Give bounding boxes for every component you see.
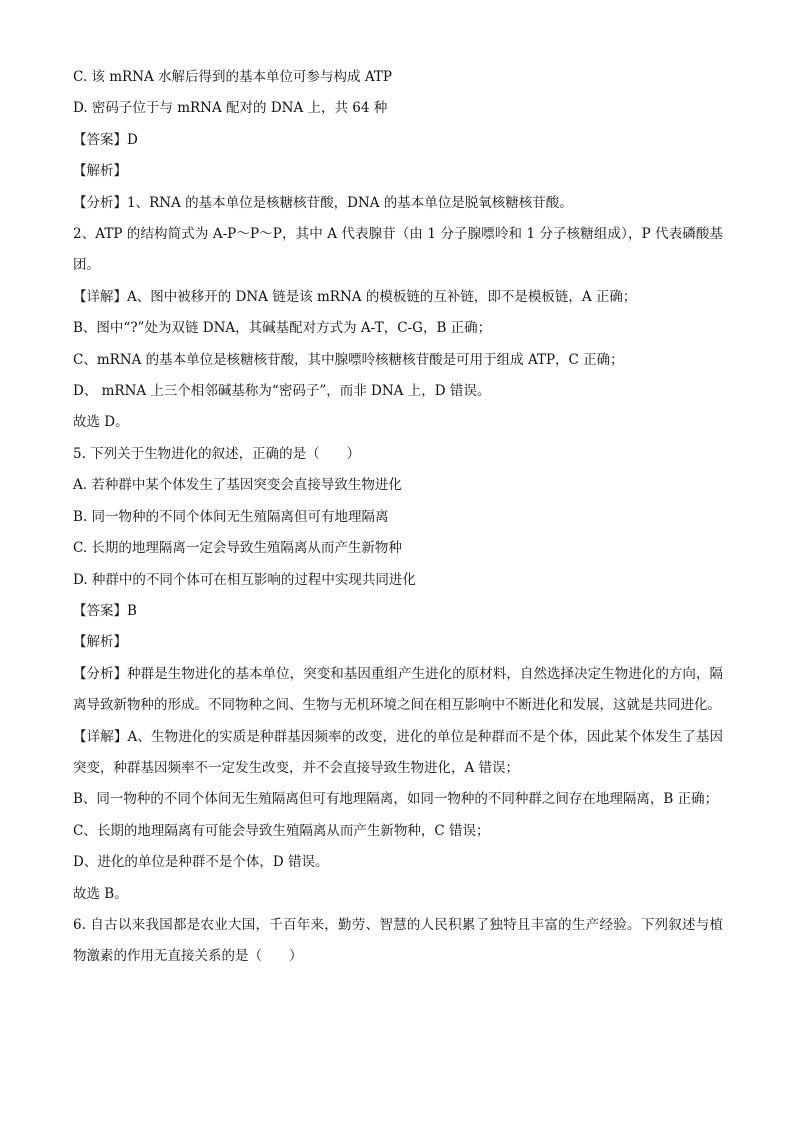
question-6-stem: 6. 自古以来我国都是农业大国，千百年来，勤劳、智慧的人民积累了独特且丰富的生产经验。下列叙述与植物激素的作用无直接关系的是（ ） bbox=[73, 916, 723, 965]
detail-d-q5: D、进化的单位是种群不是个体，D 错误。 bbox=[73, 854, 329, 871]
detail-b-q4: B、图中“?”处为双链 DNA，其碱基配对方式为 A-T，C-G，B 正确； bbox=[73, 320, 492, 337]
detail-c-q4: C、mRNA 的基本单位是核糖核苷酸，其中腺嘌呤核糖核苷酸是可用于组成 ATP，C 正确； bbox=[73, 351, 624, 368]
analysis-q5: 【分析】种群是生物进化的基本单位，突变和基因重组产生进化的原材料，自然选择决定生物进化的方向，隔离导致新物种的形成。不同物种之间、生物与无机环境之间在相互影响中不断进化和发展，这就是共同进化。 bbox=[73, 665, 723, 714]
detail-b-q5: B、同一物种的不同个体间无生殖隔离但可有地理隔离，如同一物种的不同种群之间存在地理隔离，B 正确； bbox=[73, 791, 719, 808]
detail-d-q4: D、 mRNA 上三个相邻碱基称为“密码子”，而非 DNA 上，D 错误。 bbox=[73, 383, 491, 400]
option-d-q5: D. 种群中的不同个体可在相互影响的过程中实现共同进化 bbox=[73, 571, 416, 588]
option-d-q4: D. 密码子位于与 mRNA 配对的 DNA 上，共 64 种 bbox=[73, 100, 388, 117]
analysis-point-1-q4: 【分析】1、RNA 的基本单位是核糖核苷酸，DNA 的基本单位是脱氧核糖核苷酸。 bbox=[73, 194, 573, 211]
detail-a-q4: 【详解】A、图中被移开的 DNA 链是该 mRNA 的模板链的互补链，即不是模板链，A 正确； bbox=[73, 288, 637, 305]
option-c-q5: C. 长期的地理隔离一定会导致生殖隔离从而产生新物种 bbox=[73, 540, 402, 557]
option-c-q4: C. 该 mRNA 水解后得到的基本单位可参与构成 ATP bbox=[73, 69, 392, 85]
answer-q5: 【答案】B bbox=[73, 602, 137, 619]
conclusion-q5: 故选 B。 bbox=[73, 885, 128, 902]
detail-a-q5: 【详解】A、生物进化的实质是种群基因频率的改变，进化的单位是种群而不是个体，因此某个体发生了基因突变，种群基因频率不一定发生改变，并不会直接导致生物进化，A 错误； bbox=[73, 728, 723, 776]
detail-c-q5: C、长期的地理隔离有可能会导致生殖隔离从而产生新物种，C 错误； bbox=[73, 822, 490, 839]
question-5-stem: 5. 下列关于生物进化的叙述，正确的是（ ） bbox=[73, 445, 361, 462]
document-body bbox=[73, 62, 723, 973]
answer-q4: 【答案】D bbox=[73, 131, 138, 148]
analysis-heading-q5: 【解析】 bbox=[73, 634, 127, 651]
conclusion-q4: 故选 D。 bbox=[73, 414, 129, 431]
option-a-q5: A. 若种群中某个体发生了基因突变会直接导致生物进化 bbox=[73, 477, 402, 494]
analysis-point-2-q4: 2、ATP 的结构简式为 A-P～P～P，其中 A 代表腺苷（由 1 分子腺嘌呤和 1 分子核糖组成），P 代表磷酸基团。 bbox=[73, 226, 723, 274]
analysis-heading-q4: 【解析】 bbox=[73, 163, 127, 180]
option-b-q5: B. 同一物种的不同个体间无生殖隔离但可有地理隔离 bbox=[73, 508, 389, 525]
